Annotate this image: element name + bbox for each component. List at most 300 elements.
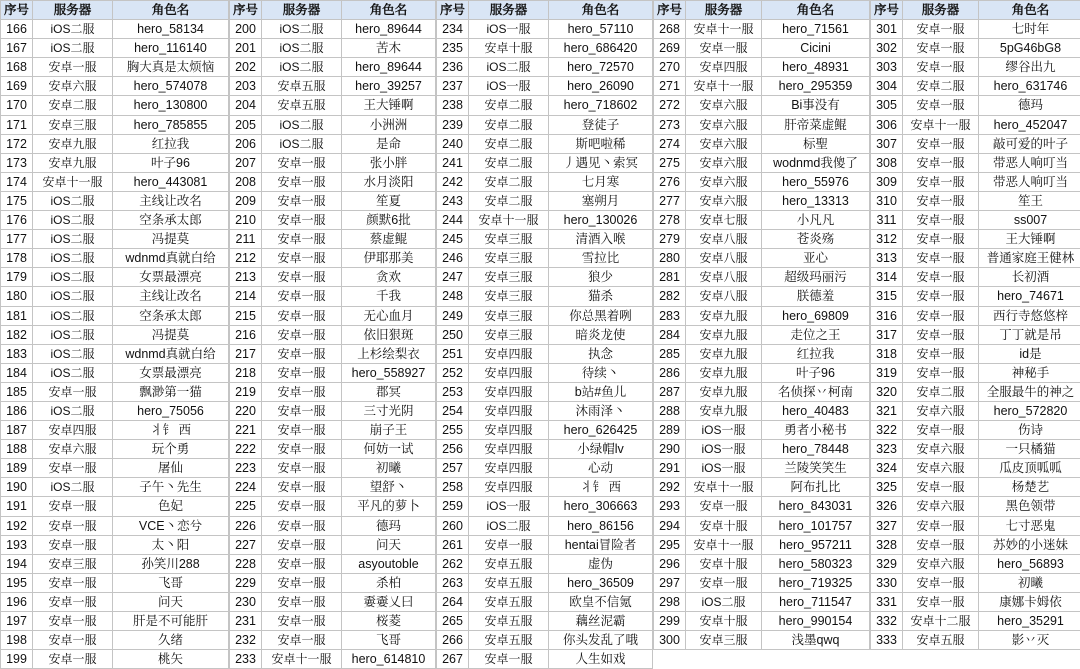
row-number: 180	[1, 287, 33, 306]
server-cell: 安卓二服	[469, 172, 549, 191]
role-name-cell: 色妃	[113, 497, 229, 516]
server-cell: 安卓一服	[262, 325, 342, 344]
role-name-cell: 心动	[549, 459, 653, 478]
server-cell: 安卓四服	[469, 440, 549, 459]
table-row	[230, 134, 436, 153]
row-number: 212	[230, 249, 262, 268]
row-number: 252	[437, 363, 469, 382]
table-row	[230, 77, 436, 96]
table-row	[871, 631, 1080, 650]
table-row	[654, 440, 870, 459]
server-cell: 安卓二服	[469, 96, 549, 115]
server-cell: 安卓一服	[262, 573, 342, 592]
empty-cell	[871, 650, 903, 669]
table-block-2	[229, 0, 436, 669]
header-num: 序号	[437, 1, 469, 20]
table-row	[1, 39, 229, 58]
role-name-cell: 全服最牛的神之	[979, 382, 1080, 401]
server-cell: 安卓三服	[469, 325, 549, 344]
row-number: 278	[654, 211, 686, 230]
server-cell: 安卓二服	[903, 382, 979, 401]
row-number: 171	[1, 115, 33, 134]
role-name-cell: hero_89644	[342, 20, 436, 39]
role-name-cell: 红拉我	[762, 344, 870, 363]
row-number: 213	[230, 268, 262, 287]
server-cell: 安卓四服	[469, 478, 549, 497]
server-cell: 安卓一服	[262, 382, 342, 401]
table-row	[871, 363, 1080, 382]
server-cell: 安卓一服	[262, 478, 342, 497]
row-number: 298	[654, 592, 686, 611]
row-number: 196	[1, 592, 33, 611]
role-name-cell: hero_71561	[762, 20, 870, 39]
row-number: 293	[654, 497, 686, 516]
row-number: 182	[1, 325, 33, 344]
role-name-cell: 冯提莫	[113, 230, 229, 249]
server-cell: 安卓一服	[33, 631, 113, 650]
row-number: 273	[654, 115, 686, 134]
role-name-cell: 清酒入喉	[549, 230, 653, 249]
server-cell: 安卓一服	[33, 535, 113, 554]
server-cell: 安卓一服	[903, 325, 979, 344]
server-cell: 安卓四服	[469, 459, 549, 478]
row-number: 214	[230, 287, 262, 306]
table-row	[1, 20, 229, 39]
table-row	[230, 191, 436, 210]
server-cell: 安卓二服	[33, 96, 113, 115]
role-name-cell: hero_631746	[979, 77, 1080, 96]
role-name-cell: 屠仙	[113, 459, 229, 478]
role-name-cell: 笙王	[979, 191, 1080, 210]
server-cell: 安卓九服	[686, 363, 762, 382]
table-row	[871, 211, 1080, 230]
table-row	[1, 478, 229, 497]
server-cell: 安卓五服	[469, 631, 549, 650]
row-number: 230	[230, 592, 262, 611]
table-row	[1, 631, 229, 650]
row-number: 260	[437, 516, 469, 535]
server-cell: 安卓六服	[903, 440, 979, 459]
role-name-cell: 太丶阳	[113, 535, 229, 554]
role-name-cell: hero_574078	[113, 77, 229, 96]
role-name-cell: hero_614810	[342, 650, 436, 669]
table-row	[871, 39, 1080, 58]
role-name-cell: 王大锤啊	[342, 96, 436, 115]
table-row	[230, 96, 436, 115]
row-number: 251	[437, 344, 469, 363]
table-row	[437, 497, 653, 516]
row-number: 333	[871, 631, 903, 650]
server-cell: 安卓六服	[686, 172, 762, 191]
row-number: 177	[1, 230, 33, 249]
row-number: 217	[230, 344, 262, 363]
table-block-1	[0, 0, 229, 669]
table-row	[654, 211, 870, 230]
server-cell: 安卓一服	[903, 592, 979, 611]
server-cell: 安卓一服	[903, 20, 979, 39]
table-row	[437, 592, 653, 611]
row-number: 197	[1, 612, 33, 631]
table-row	[230, 211, 436, 230]
header-name: 角色名	[113, 1, 229, 20]
role-name-cell: 叶子96	[762, 363, 870, 382]
empty-cell	[762, 650, 870, 669]
row-number: 301	[871, 20, 903, 39]
role-name-cell: 冯提莫	[113, 325, 229, 344]
table-row	[654, 287, 870, 306]
server-cell: iOS二服	[33, 306, 113, 325]
table-row	[230, 58, 436, 77]
row-number: 183	[1, 344, 33, 363]
server-cell: 安卓一服	[903, 39, 979, 58]
header-row	[654, 1, 870, 20]
header-name: 角色名	[979, 1, 1080, 20]
table-row	[437, 115, 653, 134]
row-number: 200	[230, 20, 262, 39]
table-row	[1, 287, 229, 306]
role-name-cell: 苏妙的小迷妹	[979, 535, 1080, 554]
row-number: 254	[437, 401, 469, 420]
server-cell: iOS二服	[33, 401, 113, 420]
role-name-cell: hero_843031	[762, 497, 870, 516]
role-name-cell: 张小胖	[342, 153, 436, 172]
role-name-cell: 执念	[549, 344, 653, 363]
role-name-cell: 飞哥	[342, 631, 436, 650]
server-cell: 安卓六服	[686, 153, 762, 172]
table-row	[230, 287, 436, 306]
row-number: 181	[1, 306, 33, 325]
row-number: 274	[654, 134, 686, 153]
server-cell: 安卓五服	[903, 631, 979, 650]
row-number: 205	[230, 115, 262, 134]
table-row	[230, 306, 436, 325]
table-row	[230, 497, 436, 516]
row-number: 229	[230, 573, 262, 592]
row-number: 168	[1, 58, 33, 77]
server-cell: 安卓十二服	[903, 612, 979, 631]
role-name-cell: 勇者小秘书	[762, 421, 870, 440]
table-row	[230, 249, 436, 268]
row-number: 255	[437, 421, 469, 440]
role-name-cell: 七时年	[979, 20, 1080, 39]
row-number: 232	[230, 631, 262, 650]
role-name-cell: 名侦探丷柯南	[762, 382, 870, 401]
server-cell: 安卓九服	[686, 382, 762, 401]
server-cell: 安卓二服	[903, 77, 979, 96]
table-row	[437, 58, 653, 77]
row-number: 221	[230, 421, 262, 440]
table-row	[1, 96, 229, 115]
table-row	[871, 77, 1080, 96]
role-name-cell: 千我	[342, 287, 436, 306]
server-cell: iOS一服	[686, 421, 762, 440]
server-cell: 安卓二服	[469, 153, 549, 172]
role-name-cell: 塞朔月	[549, 191, 653, 210]
row-number: 279	[654, 230, 686, 249]
table-row	[437, 363, 653, 382]
server-cell: iOS二服	[33, 287, 113, 306]
header-server: 服务器	[262, 1, 342, 20]
row-number: 309	[871, 172, 903, 191]
row-number: 300	[654, 631, 686, 650]
row-number: 307	[871, 134, 903, 153]
server-cell: 安卓五服	[469, 573, 549, 592]
role-name-cell: 走位之王	[762, 325, 870, 344]
server-cell: 安卓一服	[903, 363, 979, 382]
header-server: 服务器	[686, 1, 762, 20]
row-number: 247	[437, 268, 469, 287]
server-cell: 安卓一服	[33, 592, 113, 611]
role-name-cell: 女票最漂亮	[113, 268, 229, 287]
role-name-cell: 杨楚艺	[979, 478, 1080, 497]
table-row	[1, 363, 229, 382]
server-cell: 安卓六服	[33, 77, 113, 96]
role-name-cell: 敲可爱的叶子	[979, 134, 1080, 153]
server-cell: 安卓十一服	[686, 20, 762, 39]
role-name-cell: 暗炎龙使	[549, 325, 653, 344]
server-cell: 安卓四服	[469, 401, 549, 420]
server-cell: 安卓一服	[903, 172, 979, 191]
server-cell: 安卓一服	[903, 58, 979, 77]
header-name: 角色名	[762, 1, 870, 20]
row-number: 277	[654, 191, 686, 210]
role-name-cell: 小洲洲	[342, 115, 436, 134]
table-row	[437, 325, 653, 344]
header-row	[871, 1, 1080, 20]
server-cell: 安卓一服	[903, 573, 979, 592]
role-name-cell: hero_626425	[549, 421, 653, 440]
row-number: 328	[871, 535, 903, 554]
server-cell: 安卓一服	[903, 230, 979, 249]
row-number: 326	[871, 497, 903, 516]
row-number: 303	[871, 58, 903, 77]
row-number: 287	[654, 382, 686, 401]
role-name-cell: Bi事没有	[762, 96, 870, 115]
table-row	[1, 554, 229, 573]
server-cell: 安卓六服	[686, 115, 762, 134]
table-row	[871, 153, 1080, 172]
row-number: 204	[230, 96, 262, 115]
table-row	[871, 573, 1080, 592]
row-number: 316	[871, 306, 903, 325]
server-cell: 安卓十服	[469, 39, 549, 58]
server-cell: 安卓八服	[686, 287, 762, 306]
table-row	[871, 134, 1080, 153]
row-number: 172	[1, 134, 33, 153]
table-row	[871, 172, 1080, 191]
server-cell: 安卓二服	[469, 134, 549, 153]
row-number: 269	[654, 39, 686, 58]
table-row	[654, 153, 870, 172]
row-number: 248	[437, 287, 469, 306]
row-number: 225	[230, 497, 262, 516]
table-block-5	[870, 0, 1080, 668]
table-row	[437, 478, 653, 497]
table-row	[1, 172, 229, 191]
server-cell: 安卓一服	[262, 421, 342, 440]
role-name-cell: hero_711547	[762, 592, 870, 611]
server-cell: 安卓九服	[33, 134, 113, 153]
server-cell: 安卓四服	[469, 344, 549, 363]
row-number: 231	[230, 612, 262, 631]
role-name-cell: 阿布扎比	[762, 478, 870, 497]
table-row	[871, 306, 1080, 325]
role-name-cell: 长初酒	[979, 268, 1080, 287]
row-number: 314	[871, 268, 903, 287]
table-row	[654, 516, 870, 535]
table-row	[654, 612, 870, 631]
role-name-cell: 叶子96	[113, 153, 229, 172]
table-row	[230, 363, 436, 382]
row-number: 219	[230, 382, 262, 401]
role-name-cell: 超级玛丽污	[762, 268, 870, 287]
row-number: 272	[654, 96, 686, 115]
role-name-cell: hero_78448	[762, 440, 870, 459]
row-number: 175	[1, 191, 33, 210]
server-cell: 安卓一服	[262, 535, 342, 554]
row-number: 220	[230, 401, 262, 420]
server-cell: 安卓一服	[262, 363, 342, 382]
role-name-cell: hero_35291	[979, 612, 1080, 631]
table-row	[230, 612, 436, 631]
row-number: 198	[1, 631, 33, 650]
table-row	[871, 650, 1080, 669]
server-cell: iOS二服	[33, 20, 113, 39]
server-cell: 安卓一服	[33, 650, 113, 669]
table-row	[871, 96, 1080, 115]
table-row	[437, 134, 653, 153]
role-name-cell: 你总黑着咧	[549, 306, 653, 325]
row-number: 240	[437, 134, 469, 153]
server-cell: 安卓十一服	[903, 115, 979, 134]
server-cell: 安卓一服	[33, 58, 113, 77]
table-row	[1, 592, 229, 611]
server-cell: iOS二服	[33, 39, 113, 58]
row-number: 194	[1, 554, 33, 573]
table-row	[871, 440, 1080, 459]
row-number: 203	[230, 77, 262, 96]
row-number: 299	[654, 612, 686, 631]
role-name-cell: 蔡虚鲲	[342, 230, 436, 249]
table-row	[437, 535, 653, 554]
row-number: 313	[871, 249, 903, 268]
server-cell: 安卓十一服	[686, 535, 762, 554]
role-name-cell: 德玛	[979, 96, 1080, 115]
table-block-3	[436, 0, 653, 669]
role-name-cell: 飞哥	[113, 573, 229, 592]
server-cell: 安卓三服	[686, 631, 762, 650]
table-row	[437, 344, 653, 363]
table-row	[1, 401, 229, 420]
role-name-cell: 虚伪	[549, 554, 653, 573]
row-number: 289	[654, 421, 686, 440]
table-row	[654, 230, 870, 249]
server-cell: 安卓一服	[686, 573, 762, 592]
role-name-cell: ss007	[979, 211, 1080, 230]
table-row	[1, 306, 229, 325]
role-name-cell: 桜菱	[342, 612, 436, 631]
table-row	[1, 77, 229, 96]
table-row	[654, 58, 870, 77]
role-name-cell: hero_785855	[113, 115, 229, 134]
row-number: 267	[437, 650, 469, 669]
table-row	[1, 612, 229, 631]
header-server: 服务器	[469, 1, 549, 20]
role-name-cell: 雪拉比	[549, 249, 653, 268]
server-cell: 安卓六服	[903, 401, 979, 420]
row-number: 190	[1, 478, 33, 497]
role-name-cell: 飘渺第一猫	[113, 382, 229, 401]
table-row	[871, 249, 1080, 268]
row-number: 331	[871, 592, 903, 611]
row-number: 312	[871, 230, 903, 249]
role-name-cell: hero_719325	[762, 573, 870, 592]
server-cell: iOS二服	[33, 230, 113, 249]
row-number: 315	[871, 287, 903, 306]
row-number: 259	[437, 497, 469, 516]
row-number: 166	[1, 20, 33, 39]
server-cell: 安卓八服	[686, 249, 762, 268]
row-number: 244	[437, 211, 469, 230]
row-number: 261	[437, 535, 469, 554]
server-cell: 安卓一服	[903, 211, 979, 230]
role-name-cell: 康娜卡姆依	[979, 592, 1080, 611]
row-number: 282	[654, 287, 686, 306]
table-row	[1, 115, 229, 134]
role-name-cell: 久绪	[113, 631, 229, 650]
table-row	[437, 230, 653, 249]
table-row	[437, 96, 653, 115]
table-row	[230, 573, 436, 592]
row-number: 185	[1, 382, 33, 401]
server-cell: 安卓一服	[903, 287, 979, 306]
table-row	[437, 440, 653, 459]
role-name-cell: 嫑嫑乂曰	[342, 592, 436, 611]
table-row	[437, 20, 653, 39]
row-number: 276	[654, 172, 686, 191]
header-num: 序号	[1, 1, 33, 20]
server-cell: 安卓一服	[262, 516, 342, 535]
role-name-cell: 标聖	[762, 134, 870, 153]
row-number: 222	[230, 440, 262, 459]
table-row	[871, 344, 1080, 363]
server-cell: 安卓一服	[262, 230, 342, 249]
role-name-cell: 丁丁就是吊	[979, 325, 1080, 344]
server-cell: 安卓十服	[686, 554, 762, 573]
table-row	[230, 382, 436, 401]
table-row	[654, 39, 870, 58]
role-name-cell: hero_452047	[979, 115, 1080, 134]
role-name-cell: hero_36509	[549, 573, 653, 592]
server-cell: 安卓十一服	[469, 211, 549, 230]
table-row	[1, 211, 229, 230]
role-name-cell: 依旧狠斑	[342, 325, 436, 344]
server-cell: iOS二服	[262, 58, 342, 77]
role-name-cell: 郡冥	[342, 382, 436, 401]
row-number: 215	[230, 306, 262, 325]
row-number: 237	[437, 77, 469, 96]
row-number: 226	[230, 516, 262, 535]
table-row	[654, 249, 870, 268]
server-cell: 安卓一服	[903, 268, 979, 287]
role-name-cell: hero_306663	[549, 497, 653, 516]
row-number: 308	[871, 153, 903, 172]
server-cell: 安卓一服	[903, 96, 979, 115]
role-name-cell: 初曦	[342, 459, 436, 478]
row-number: 207	[230, 153, 262, 172]
table-row	[654, 421, 870, 440]
role-name-cell: hero_86156	[549, 516, 653, 535]
